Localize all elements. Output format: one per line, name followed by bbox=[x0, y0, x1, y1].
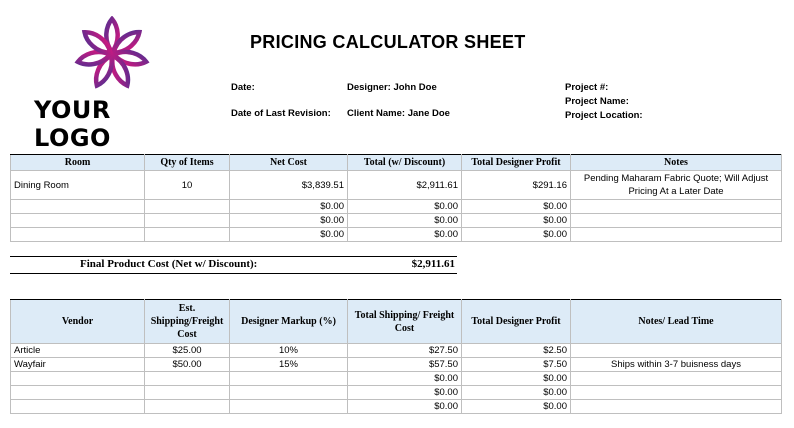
vendors-header-row bbox=[11, 300, 782, 344]
project-name-label: Project Name: bbox=[565, 96, 629, 107]
final-cost-value: $2,911.61 bbox=[411, 258, 455, 270]
cell[interactable] bbox=[571, 400, 782, 414]
cell[interactable]: $0.00 bbox=[462, 386, 571, 400]
cell[interactable] bbox=[571, 372, 782, 386]
cell[interactable]: $0.00 bbox=[230, 228, 348, 242]
cell[interactable] bbox=[145, 214, 230, 228]
cell[interactable]: $2,911.61 bbox=[348, 171, 462, 200]
cell[interactable]: $0.00 bbox=[230, 214, 348, 228]
table-row bbox=[11, 214, 782, 228]
col-total-shipping: Total Shipping/ Freight Cost bbox=[348, 300, 462, 344]
cell[interactable]: Ships within 3-7 buisness days bbox=[571, 358, 782, 372]
date-label: Date: bbox=[231, 82, 255, 93]
final-product-cost bbox=[10, 256, 457, 274]
project-location-label: Project Location: bbox=[565, 110, 643, 121]
cell[interactable]: Pending Maharam Fabric Quote; Will Adjust Pricing At a Later Date bbox=[571, 171, 782, 200]
logo bbox=[34, 16, 194, 152]
cell[interactable]: $57.50 bbox=[348, 358, 462, 372]
table-row bbox=[11, 386, 782, 400]
table-row bbox=[11, 228, 782, 242]
table-row bbox=[11, 372, 782, 386]
table-row bbox=[11, 344, 782, 358]
rooms-header-row bbox=[11, 155, 782, 171]
cell[interactable]: $0.00 bbox=[348, 372, 462, 386]
cell[interactable] bbox=[11, 400, 145, 414]
rooms-table bbox=[10, 154, 782, 242]
cell[interactable]: Dining Room bbox=[11, 171, 145, 200]
client-name: Client Name: Jane Doe bbox=[347, 108, 450, 119]
col-designer-profit: Total Designer Profit bbox=[462, 155, 571, 171]
cell[interactable] bbox=[145, 200, 230, 214]
col-qty: Qty of Items bbox=[145, 155, 230, 171]
col-est-shipping: Est. Shipping/Freight Cost bbox=[145, 300, 230, 344]
col-total-discount: Total (w/ Discount) bbox=[348, 155, 462, 171]
cell[interactable]: $0.00 bbox=[462, 200, 571, 214]
cell[interactable] bbox=[145, 400, 230, 414]
cell[interactable] bbox=[11, 386, 145, 400]
col-notes: Notes bbox=[571, 155, 782, 171]
cell[interactable] bbox=[230, 372, 348, 386]
cell[interactable] bbox=[571, 228, 782, 242]
cell[interactable]: $0.00 bbox=[348, 400, 462, 414]
cell[interactable]: $0.00 bbox=[348, 214, 462, 228]
cell[interactable]: $0.00 bbox=[230, 200, 348, 214]
page-title: PRICING CALCULATOR SHEET bbox=[250, 32, 526, 52]
col-lead-time: Notes/ Lead Time bbox=[571, 300, 782, 344]
col-room: Room bbox=[11, 155, 145, 171]
col-net-cost: Net Cost bbox=[230, 155, 348, 171]
revision-label: Date of Last Revision: bbox=[231, 108, 331, 119]
cell[interactable] bbox=[11, 200, 145, 214]
project-number-label: Project #: bbox=[565, 82, 609, 93]
vendors-table bbox=[10, 299, 782, 414]
cell[interactable]: $50.00 bbox=[145, 358, 230, 372]
cell[interactable] bbox=[145, 228, 230, 242]
cell[interactable] bbox=[571, 344, 782, 358]
cell[interactable] bbox=[571, 386, 782, 400]
cell[interactable]: $0.00 bbox=[348, 200, 462, 214]
cell[interactable]: $2.50 bbox=[462, 344, 571, 358]
cell[interactable]: $0.00 bbox=[348, 386, 462, 400]
col-vendor-profit: Total Designer Profit bbox=[462, 300, 571, 344]
cell[interactable]: $27.50 bbox=[348, 344, 462, 358]
cell[interactable]: 15% bbox=[230, 358, 348, 372]
cell[interactable]: Article bbox=[11, 344, 145, 358]
cell[interactable] bbox=[11, 214, 145, 228]
designer-name: Designer: John Doe bbox=[347, 82, 437, 93]
cell[interactable] bbox=[11, 228, 145, 242]
cell[interactable]: $0.00 bbox=[462, 214, 571, 228]
cell[interactable]: Wayfair bbox=[11, 358, 145, 372]
cell[interactable]: 10 bbox=[145, 171, 230, 200]
cell[interactable] bbox=[230, 400, 348, 414]
table-row bbox=[11, 400, 782, 414]
logo-text: YOUR LOGO bbox=[34, 96, 111, 152]
cell[interactable]: $0.00 bbox=[348, 228, 462, 242]
col-designer-markup: Designer Markup (%) bbox=[230, 300, 348, 344]
cell[interactable]: $7.50 bbox=[462, 358, 571, 372]
cell[interactable]: $3,839.51 bbox=[230, 171, 348, 200]
col-vendor: Vendor bbox=[11, 300, 145, 344]
cell[interactable] bbox=[571, 200, 782, 214]
cell[interactable]: $25.00 bbox=[145, 344, 230, 358]
table-row bbox=[11, 171, 782, 200]
table-row bbox=[11, 200, 782, 214]
cell[interactable] bbox=[230, 386, 348, 400]
cell[interactable]: $291.16 bbox=[462, 171, 571, 200]
cell[interactable]: $0.00 bbox=[462, 228, 571, 242]
cell[interactable]: $0.00 bbox=[462, 372, 571, 386]
final-cost-label: Final Product Cost (Net w/ Discount): bbox=[80, 258, 258, 270]
cell[interactable]: $0.00 bbox=[462, 400, 571, 414]
cell[interactable] bbox=[145, 372, 230, 386]
cell[interactable] bbox=[571, 214, 782, 228]
cell[interactable] bbox=[145, 386, 230, 400]
flower-logo-icon bbox=[74, 16, 150, 92]
cell[interactable] bbox=[11, 372, 145, 386]
cell[interactable]: 10% bbox=[230, 344, 348, 358]
table-row bbox=[11, 358, 782, 372]
